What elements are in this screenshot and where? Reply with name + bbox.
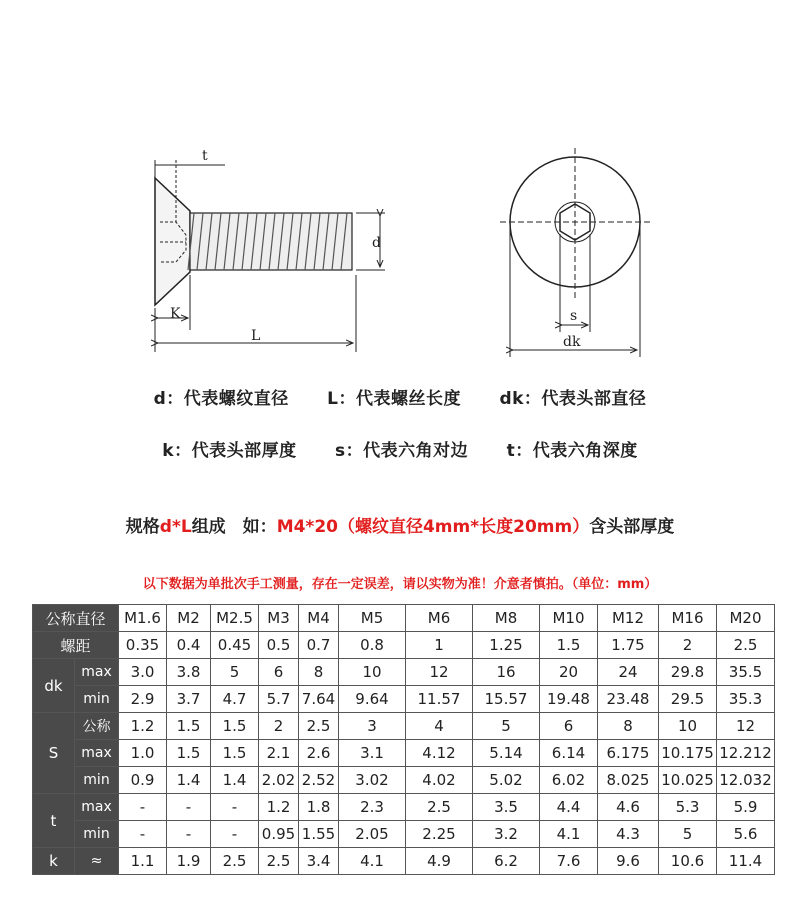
value-cell: 15.57 bbox=[473, 686, 540, 713]
value-cell: 5.7 bbox=[259, 686, 299, 713]
value-cell: 3 bbox=[339, 713, 406, 740]
value-cell: 1.5 bbox=[167, 713, 211, 740]
value-cell: 3.2 bbox=[473, 821, 540, 848]
value-cell: 1.55 bbox=[299, 821, 339, 848]
size-cell: M16 bbox=[659, 605, 717, 632]
value-cell: - bbox=[119, 794, 167, 821]
table-row-dk-max bbox=[33, 659, 775, 686]
value-cell: 2.25 bbox=[406, 821, 473, 848]
value-cell: 1.0 bbox=[119, 740, 167, 767]
value-cell: 5 bbox=[659, 821, 717, 848]
value-cell: 5.14 bbox=[473, 740, 540, 767]
group-label-k: k bbox=[33, 848, 75, 875]
value-cell: 4.3 bbox=[598, 821, 659, 848]
value-cell: 2.5 bbox=[299, 713, 339, 740]
size-cell: M6 bbox=[406, 605, 473, 632]
sub-label-s-min: min bbox=[75, 767, 119, 794]
value-cell: 4.7 bbox=[211, 686, 259, 713]
legend-dk: dk：代表头部直径 bbox=[499, 389, 647, 409]
sub-label-dk-max: max bbox=[75, 659, 119, 686]
value-cell: 6.2 bbox=[473, 848, 540, 875]
value-cell: 9.6 bbox=[598, 848, 659, 875]
size-cell: M1.6 bbox=[119, 605, 167, 632]
value-cell: 4 bbox=[406, 713, 473, 740]
spec-suffix: 含头部厚度 bbox=[589, 517, 675, 537]
legend-row-1 bbox=[0, 384, 800, 409]
value-cell: 11.4 bbox=[717, 848, 775, 875]
value-cell: 2 bbox=[659, 632, 717, 659]
legend-d: d：代表螺纹直径 bbox=[153, 389, 289, 409]
value-cell: 6.175 bbox=[598, 740, 659, 767]
value-cell: 0.35 bbox=[119, 632, 167, 659]
value-cell: 4.12 bbox=[406, 740, 473, 767]
legend-k: k：代表头部厚度 bbox=[162, 441, 297, 461]
size-cell: M20 bbox=[717, 605, 775, 632]
value-cell: 1.4 bbox=[211, 767, 259, 794]
value-cell: 1.9 bbox=[167, 848, 211, 875]
table-row-t-min bbox=[33, 821, 775, 848]
spec-dl: d*L bbox=[159, 517, 192, 537]
value-cell: 7.64 bbox=[299, 686, 339, 713]
measurement-notice: 以下数据为单批次手工测量，存在一定误差，请以实物为准！介意者慎拍。（单位：mm） bbox=[142, 577, 658, 592]
value-cell: 8 bbox=[299, 659, 339, 686]
size-cell: M10 bbox=[540, 605, 598, 632]
value-cell: 1.2 bbox=[259, 794, 299, 821]
value-cell: 7.6 bbox=[540, 848, 598, 875]
value-cell: 1.5 bbox=[211, 740, 259, 767]
label-k: K bbox=[170, 306, 181, 322]
value-cell: 0.45 bbox=[211, 632, 259, 659]
top-view bbox=[500, 148, 650, 357]
value-cell: 1.2 bbox=[119, 713, 167, 740]
value-cell: 1.4 bbox=[167, 767, 211, 794]
value-cell: - bbox=[119, 821, 167, 848]
legend-row-2 bbox=[0, 436, 800, 461]
sub-label-s-nominal: 公称 bbox=[75, 713, 119, 740]
value-cell: 1.75 bbox=[598, 632, 659, 659]
value-cell: 2.3 bbox=[339, 794, 406, 821]
value-cell: 1.8 bbox=[299, 794, 339, 821]
value-cell: 3.02 bbox=[339, 767, 406, 794]
value-cell: - bbox=[167, 794, 211, 821]
size-cell: M12 bbox=[598, 605, 659, 632]
value-cell: 0.8 bbox=[339, 632, 406, 659]
value-cell: 23.48 bbox=[598, 686, 659, 713]
value-cell: 4.6 bbox=[598, 794, 659, 821]
label-L: L bbox=[251, 328, 261, 344]
legend-L: L：代表螺丝长度 bbox=[327, 389, 462, 409]
table-row-t-max bbox=[33, 794, 775, 821]
value-cell: 4.1 bbox=[540, 821, 598, 848]
size-cell: M8 bbox=[473, 605, 540, 632]
value-cell: 1.5 bbox=[540, 632, 598, 659]
value-cell: 12.212 bbox=[717, 740, 775, 767]
value-cell: 6.14 bbox=[540, 740, 598, 767]
size-cell: M5 bbox=[339, 605, 406, 632]
value-cell: 3.1 bbox=[339, 740, 406, 767]
value-cell: 0.4 bbox=[167, 632, 211, 659]
value-cell: 2.5 bbox=[211, 848, 259, 875]
label-s: s bbox=[570, 308, 578, 324]
value-cell: 0.95 bbox=[259, 821, 299, 848]
side-view bbox=[155, 160, 385, 352]
value-cell: - bbox=[167, 821, 211, 848]
size-cell: M2.5 bbox=[211, 605, 259, 632]
label-t: t bbox=[202, 148, 208, 164]
value-cell: 10 bbox=[659, 713, 717, 740]
value-cell: 2.5 bbox=[406, 794, 473, 821]
value-cell: 1 bbox=[406, 632, 473, 659]
value-cell: 1.1 bbox=[119, 848, 167, 875]
label-dk: dk bbox=[563, 334, 581, 350]
table-row-s-max bbox=[33, 740, 775, 767]
table-row-s-nominal bbox=[33, 713, 775, 740]
spec-description bbox=[0, 512, 800, 537]
table-row-k-approx bbox=[33, 848, 775, 875]
value-cell: 5 bbox=[211, 659, 259, 686]
spec-mid: 组成 如： bbox=[191, 517, 277, 537]
header-label: 公称直径 bbox=[33, 605, 119, 632]
value-cell: 1.25 bbox=[473, 632, 540, 659]
value-cell: 1.5 bbox=[167, 740, 211, 767]
value-cell: 2.6 bbox=[299, 740, 339, 767]
value-cell: 4.4 bbox=[540, 794, 598, 821]
screw-technical-drawing bbox=[0, 0, 800, 370]
value-cell: 6 bbox=[259, 659, 299, 686]
value-cell: 0.7 bbox=[299, 632, 339, 659]
value-cell: 10.025 bbox=[659, 767, 717, 794]
table-row-dk-min bbox=[33, 686, 775, 713]
value-cell: 12.032 bbox=[717, 767, 775, 794]
value-cell: 3.7 bbox=[167, 686, 211, 713]
group-label-t: t bbox=[33, 794, 75, 848]
value-cell: 11.57 bbox=[406, 686, 473, 713]
sub-label-t-min: min bbox=[75, 821, 119, 848]
value-cell: 2.52 bbox=[299, 767, 339, 794]
value-cell: - bbox=[211, 821, 259, 848]
value-cell: 5.9 bbox=[717, 794, 775, 821]
spec-example: M4*20（螺纹直径4mm*长度20mm） bbox=[276, 517, 590, 537]
value-cell: 35.3 bbox=[717, 686, 775, 713]
value-cell: 10.6 bbox=[659, 848, 717, 875]
size-cell: M2 bbox=[167, 605, 211, 632]
value-cell: 5.6 bbox=[717, 821, 775, 848]
sub-label-s-max: max bbox=[75, 740, 119, 767]
value-cell: 6 bbox=[540, 713, 598, 740]
value-cell: 2.05 bbox=[339, 821, 406, 848]
size-cell: M4 bbox=[299, 605, 339, 632]
value-cell: 8.025 bbox=[598, 767, 659, 794]
sub-label-dk-min: min bbox=[75, 686, 119, 713]
sub-label-t-max: max bbox=[75, 794, 119, 821]
size-cell: M3 bbox=[259, 605, 299, 632]
label-d: d bbox=[372, 235, 381, 251]
spec-prefix: 规格 bbox=[125, 517, 160, 537]
value-cell: 29.8 bbox=[659, 659, 717, 686]
table-header-row bbox=[33, 605, 775, 632]
value-cell: 12 bbox=[717, 713, 775, 740]
value-cell: 5.3 bbox=[659, 794, 717, 821]
value-cell: 2.1 bbox=[259, 740, 299, 767]
value-cell: 20 bbox=[540, 659, 598, 686]
table-row-pitch bbox=[33, 632, 775, 659]
value-cell: 29.5 bbox=[659, 686, 717, 713]
value-cell: - bbox=[211, 794, 259, 821]
value-cell: 5 bbox=[473, 713, 540, 740]
value-cell: 2.9 bbox=[119, 686, 167, 713]
value-cell: 4.02 bbox=[406, 767, 473, 794]
value-cell: 3.4 bbox=[299, 848, 339, 875]
value-cell: 12 bbox=[406, 659, 473, 686]
value-cell: 10.175 bbox=[659, 740, 717, 767]
value-cell: 2.02 bbox=[259, 767, 299, 794]
value-cell: 2 bbox=[259, 713, 299, 740]
table-row-s-min bbox=[33, 767, 775, 794]
value-cell: 2.5 bbox=[259, 848, 299, 875]
value-cell: 9.64 bbox=[339, 686, 406, 713]
value-cell: 35.5 bbox=[717, 659, 775, 686]
legend-t: t：代表六角深度 bbox=[506, 441, 638, 461]
value-cell: 10 bbox=[339, 659, 406, 686]
value-cell: 8 bbox=[598, 713, 659, 740]
sub-label-k-approx: ≈ bbox=[75, 848, 119, 875]
value-cell: 3.5 bbox=[473, 794, 540, 821]
row-label-pitch: 螺距 bbox=[33, 632, 119, 659]
value-cell: 3.0 bbox=[119, 659, 167, 686]
value-cell: 0.5 bbox=[259, 632, 299, 659]
value-cell: 16 bbox=[473, 659, 540, 686]
value-cell: 4.9 bbox=[406, 848, 473, 875]
value-cell: 19.48 bbox=[540, 686, 598, 713]
spec-table bbox=[32, 604, 775, 875]
value-cell: 1.5 bbox=[211, 713, 259, 740]
group-label-s: S bbox=[33, 713, 75, 794]
value-cell: 3.8 bbox=[167, 659, 211, 686]
legend-s: s：代表六角对边 bbox=[335, 441, 469, 461]
value-cell: 5.02 bbox=[473, 767, 540, 794]
value-cell: 4.1 bbox=[339, 848, 406, 875]
group-label-dk: dk bbox=[33, 659, 75, 713]
value-cell: 6.02 bbox=[540, 767, 598, 794]
value-cell: 0.9 bbox=[119, 767, 167, 794]
value-cell: 24 bbox=[598, 659, 659, 686]
value-cell: 2.5 bbox=[717, 632, 775, 659]
